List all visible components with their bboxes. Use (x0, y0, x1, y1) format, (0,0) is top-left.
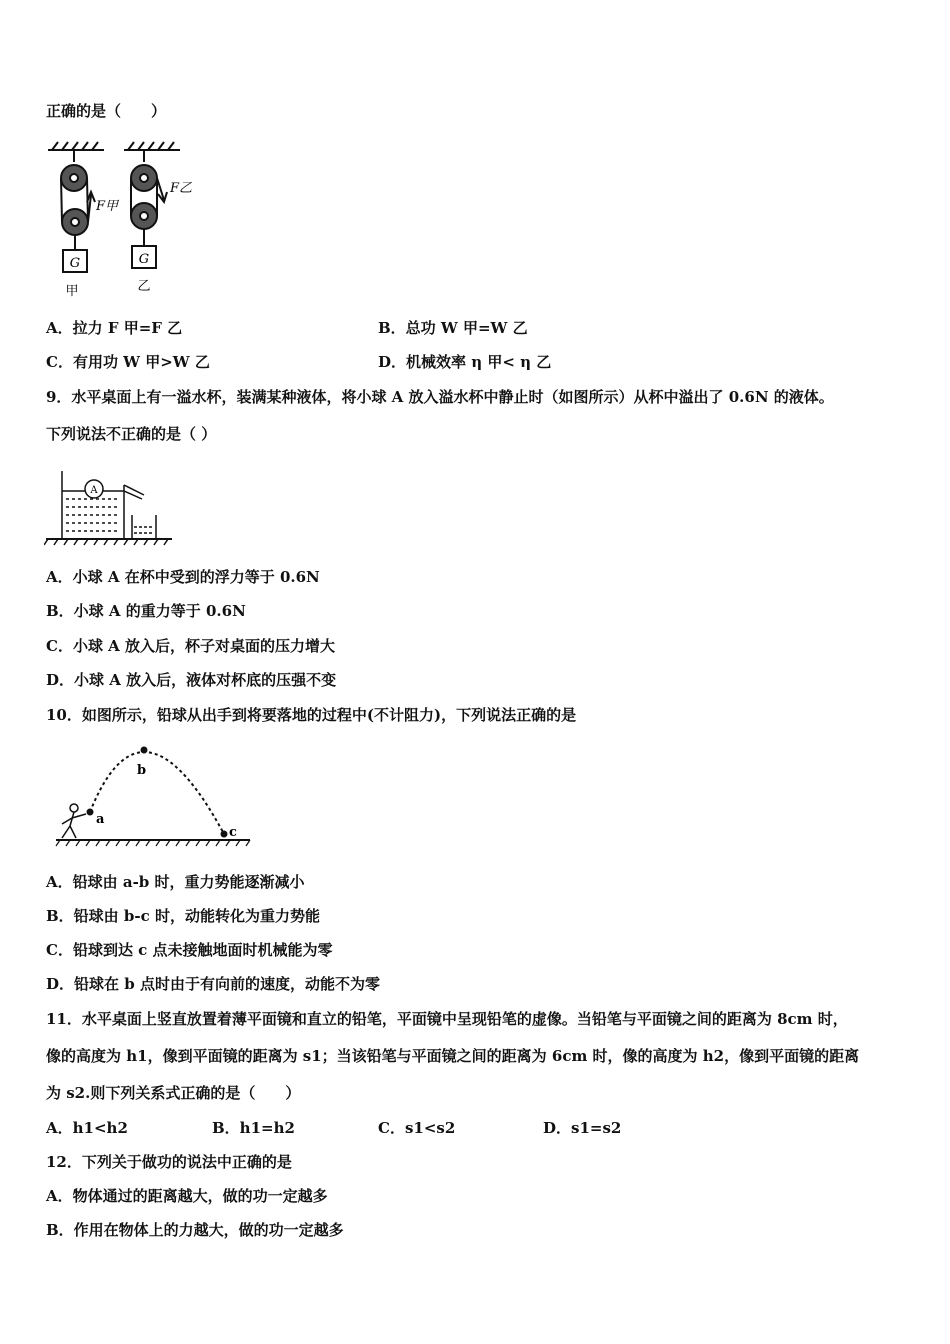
q9-stem-1: 9．水平桌面上有一溢水杯，装满某种液体，将小球 A 放入溢水杯中静止时（如图所示）从杯中溢出了 0.6N 的液体。 (46, 388, 834, 406)
q9-option-d[interactable]: D．小球 A 放入后，液体对杯底的压强不变 (46, 671, 337, 689)
q9-stem-2: 下列说法不正确的是（ ） (46, 425, 217, 443)
point-c-label: c (229, 825, 237, 840)
q10-option-d[interactable]: D．铅球在 b 点时由于有向前的速度，动能不为零 (46, 975, 380, 993)
q12-option-a[interactable]: A．物体通过的距离越大，做的功一定越多 (46, 1187, 328, 1205)
force-label-left: F甲 (96, 199, 119, 214)
shot-put-figure (52, 742, 252, 852)
label-jia: 甲 (65, 284, 79, 299)
ball-label: A (90, 485, 98, 496)
q9-option-a[interactable]: A．小球 A 在杯中受到的浮力等于 0.6N (46, 568, 320, 586)
q8-option-a[interactable]: A．拉力 F 甲=F 乙 (46, 319, 183, 337)
force-label-right: F乙 (170, 181, 193, 196)
overflow-cup-figure (44, 465, 174, 550)
q11-stem-2: 像的高度为 h1，像到平面镜的距离为 s1；当该铅笔与平面镜之间的距离为 6cm 时，像的高度为 h2，像到平面镜的距离 (46, 1047, 860, 1065)
q9-option-b[interactable]: B．小球 A 的重力等于 0.6N (46, 602, 246, 620)
q8-option-d[interactable]: D．机械效率 η 甲< η 乙 (378, 353, 552, 371)
point-b-label: b (137, 763, 147, 778)
q10-stem: 10．如图所示，铅球从出手到将要落地的过程中(不计阻力)，下列说法正确的是 (46, 706, 577, 724)
q10-option-b[interactable]: B．铅球由 b-c 时，动能转化为重力势能 (46, 907, 320, 925)
box-label-right: G (138, 252, 150, 267)
pulley-figure (44, 140, 194, 300)
q12-stem: 12．下列关于做功的说法中正确的是 (46, 1153, 292, 1171)
q11-option-d[interactable]: D．s1=s2 (543, 1119, 622, 1137)
q12-option-b[interactable]: B．作用在物体上的力越大，做的功一定越多 (46, 1221, 344, 1239)
q8-option-c[interactable]: C．有用功 W 甲>W 乙 (46, 353, 210, 371)
label-yi: 乙 (137, 279, 151, 294)
q11-option-b[interactable]: B．h1=h2 (212, 1119, 295, 1137)
q11-stem-1: 11．水平桌面上竖直放置着薄平面镜和直立的铅笔，平面镜中呈现铅笔的虚像。当铅笔与平面镜之间的距离为 8cm 时， (46, 1010, 848, 1028)
q11-stem-3: 为 s2.则下列关系式正确的是（ ） (46, 1084, 301, 1102)
q8-option-b[interactable]: B．总功 W 甲=W 乙 (378, 319, 528, 337)
q11-option-c[interactable]: C．s1<s2 (378, 1119, 456, 1137)
q8-stem-tail: 正确的是（ ） (46, 102, 167, 120)
q9-option-c[interactable]: C．小球 A 放入后，杯子对桌面的压力增大 (46, 637, 336, 655)
q10-option-a[interactable]: A．铅球由 a-b 时，重力势能逐渐减小 (46, 873, 305, 891)
q11-option-a[interactable]: A．h1<h2 (46, 1119, 128, 1137)
point-a-label: a (96, 812, 105, 827)
q10-option-c[interactable]: C．铅球到达 c 点未接触地面时机械能为零 (46, 941, 333, 959)
box-label-left: G (69, 256, 81, 271)
